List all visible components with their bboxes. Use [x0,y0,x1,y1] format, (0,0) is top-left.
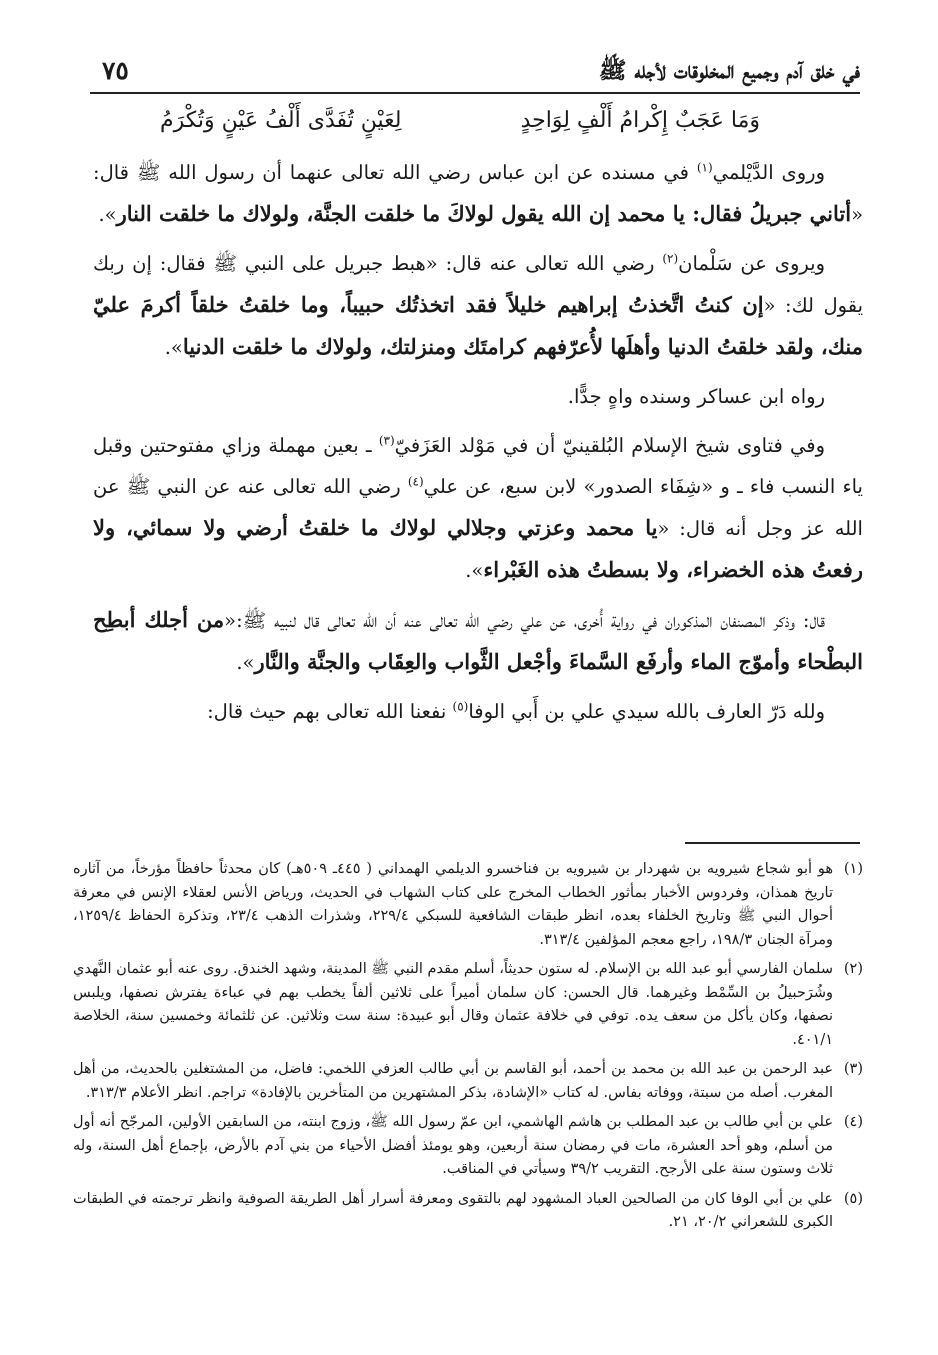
header-rule [90,92,860,94]
text-run: رضي الله تعالى عنه عن النبي ﷺ عن الله عز وجل أنه قال: « [93,475,863,540]
paragraph-ibn-asakir: رواه ابن عساكر وسنده واهٍ جدًّا. [567,385,825,408]
footnotes [73,858,863,1241]
hadith-quote: إن كنتُ اتَّخذتُ إبراهيم خليلاً فقد اتخذتُك حبيباً، وما خلقتُ خلقاً أكرمَ عليّ منك، ولقد خلقتُ الدنيا وأهلَها لأُعرّفهم كرامتَك ومنزلتك، ولولاك ما خلقت الدنيا [93,292,863,359]
hadith-quote: أتاني جبريلُ فقال: يا محمد إن الله يقول لولاكَ ما خلقت الجنَّة، ولولاك ما خلقت النار [116,201,852,226]
page-number: ٧٥ [102,56,129,85]
main-text [93,152,863,740]
footnote-number: (١) [843,861,863,877]
text-run: ». [236,651,255,674]
text-run: قال: وذكر المصنفان المذكوران في رواية أُخرى، عن علي رضي الله تعالى عنه أن الله تعالى قال لنبيه ﷺ:« [224,609,825,632]
footnote-text: هو أبو شجاع شيرويه بن شهردار بن شيرويه بن فناخسرو الديلمي الهمداني ( ٤٤٥ـ ٥٠٩هـ) كان محدثاً حافظاً مؤرخاً، من آثاره تاريخ همذان، وفردوس الأخبار بمأثور الخطاب المخرج على كتاب الشهاب في الحديث، ورياض الأنس لعقلاء الإنس في معرفة أحوال النبي ﷺ وتاريخ الخلفاء بعده، انظر طبقات الشافعية للسبكي ٢٢٩/٤، وشذرات الذهب ٢٣/٤، وتذكرة الحفاظ ١٢٥٩/٤، ومرآة الجنان ١٩٨/٣، راجع معجم المؤلفين ٣١٣/٤. [73,861,834,948]
footnote-1 [73,858,863,952]
footnote-5 [73,1188,863,1235]
hadith-quote: يا محمد وعزتي وجلالي لولاك ما خلقتُ أرضي ولا سمائي، ولا رفعتُ هذه الخضراء، ولا بسطتُ هذه الغَبْراء [93,515,863,582]
footnote-number: (٢) [843,961,863,977]
text-run: ». [465,559,484,582]
footnote-number: (٤) [843,1114,863,1130]
paragraph-bulqini [93,425,863,591]
text-run: ويروى عن سَلْمان [678,252,825,275]
verse-hemistich-right: وَمَا عَجَبٌ إِكْرامُ أَلْفٍ لِوَاحِدٍ [520,108,760,133]
footnote-4 [73,1111,863,1182]
footnote-3 [73,1058,863,1105]
poem-verse [160,108,760,133]
footnote-separator [685,842,860,844]
footnote-ref[interactable]: (٢) [662,251,679,266]
chapter-title: في خلق آدم وجميع المخلوقات لأجله ﷺ [598,57,860,84]
paragraph-ibn-abi-alwafa [93,691,863,732]
footnote-text: علي بن أبي طالب بن عبد المطلب بن هاشم الهاشمي، ابن عمّ رسول الله ﷺ، وزوج ابنته، من السابقين الأولين، المرجّح أنه أول من أسلم، وهو أحد العشرة، مات في رمضان سنة أربعين، وهو يومئذ أفضل الأحياء من بني آدم بالأرض، بإجماع أهل السنة، وله ثلاث وستون سنة على الأرجح. التقريب ٣٩/٢ وسيأتي في المناقب. [73,1114,833,1177]
footnote-text: سلمان الفارسي أبو عبد الله بن الإسلام. له ستون حديثاً، أسلم مقدم النبي ﷺ المدينة، وشهد الخندق. روى عنه أبو عثمان النَّهدي وشُرَحبيلُ بن السِّمْط وغيرهما. قال الحسن: كان سلمان أميراً على ثلاثين ألفاً يخطب بهم في عباءة يفترش نصفها، ويلبس نصفها، وكان يأكل من سعف يده. توفي في خلافة عثمان وقال أبو عبيدة: سنة ست وثلاثين. عن ثلثمائة وخمسين سنة، الخلاصة ٤٠١/١. [73,961,833,1048]
text-run: وروى الدَّيْلمي [712,161,826,184]
text-run: رضي الله تعالى عنه قال: «هبط جبريل على النبي ﷺ فقال: إن ربك يقول لك: « [93,252,863,317]
footnote-text: علي بن أبي الوفا كان من الصالحين العباد المشهود لهم بالتقوى ومعرفة أسرار أهل الطريقة الصوفية وانظر ترجمته في الطبقات الكبرى للشعراني ٢٠/٢، ٢١. [73,1190,833,1230]
footnote-ref[interactable]: (٣) [378,433,395,448]
text-run: في مسنده عن ابن عباس رضي الله تعالى عنهما أن رسول الله ﷺ قال: « [93,161,863,226]
verse-hemistich-left: لِعَيْنٍ تُفَدَّى أَلْفُ عَيْنٍ وَتُكْرَمُ [160,108,402,133]
hadith-quote: من أجلك أبطِح البطْحاء وأموّج الماء وأرفَع السَّماءَ وأجْعل الثَّواب والعِقَاب والجنَّة والنَّار [93,607,863,674]
footnote-ref[interactable]: (١) [696,160,713,175]
footnote-number: (٣) [843,1061,863,1077]
paragraph-salman [93,243,863,368]
footnote-ref[interactable]: (٥) [452,699,469,714]
footnote-text: عبد الرحمن بن عبد الله بن محمد بن أحمد، أبو القاسم بن أبي طالب العزفي اللخمي: فاضل، من المشتغلين بالحديث، من أهل المغرب. أصله من سبتة، ووفاته بفاس. له كتاب «الإشادة، بذكر المشتهرين من المتأخرين بالإفادة» تراجم. انظر الأعلام ٣١٣/٣. [73,1061,833,1101]
text-run: وفي فتاوى شيخ الإسلام البُلقينيّ أن في مَوْلد العَزَفيّ [394,434,825,457]
text-run: ـ بعين مهملة وزاي مفتوحتين وقبل ياء النسب فاء ـ و «شِفَاء الصدور» لابن سبع، عن علي [93,434,863,498]
text-run: ولله دَرّ العارف بالله سيدي علي بن أَبي الوفا [468,700,825,723]
text-run: نفعنا الله تعالى بهم حيث قال: [207,700,453,723]
footnote-number: (٥) [843,1190,863,1207]
running-header [90,50,860,94]
text-run: ». [164,336,183,359]
footnote-2 [73,958,863,1052]
text-run: ». [98,203,117,226]
paragraph-other-narration [93,599,863,683]
paragraph-dailami [93,152,863,235]
footnote-ref[interactable]: (٤) [407,474,424,489]
